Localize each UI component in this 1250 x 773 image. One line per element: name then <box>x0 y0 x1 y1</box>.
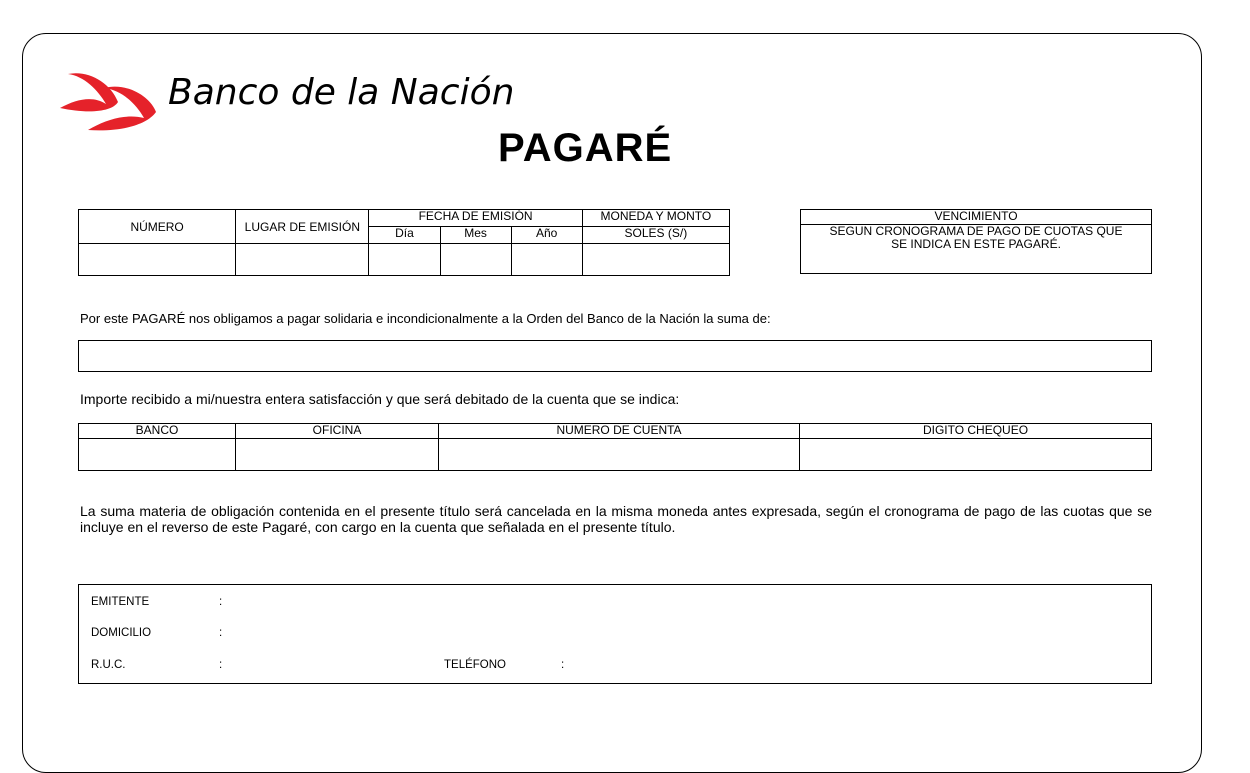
emission-table <box>78 209 730 276</box>
obligation-text: Por este PAGARÉ nos obligamos a pagar solidaria e incondicionalmente a la Orden del Banco de la Nación la suma de: <box>80 311 771 326</box>
bank-name: Banco de la Nación <box>168 72 515 113</box>
emitente-label: EMITENTE <box>91 596 150 608</box>
vencimiento-header: VENCIMIENTO <box>801 210 1152 225</box>
oficina-field[interactable] <box>236 439 439 471</box>
vencimiento-text: SEGUN CRONOGRAMA DE PAGO DE CUOTAS QUE SE INDICA EN ESTE PAGARÉ. <box>801 225 1152 274</box>
cuenta-header: NUMERO DE CUENTA <box>439 424 800 439</box>
fecha-header: FECHA DE EMISIÓN <box>369 210 582 227</box>
dia-field[interactable] <box>369 244 440 276</box>
bank-logo-icon <box>58 68 158 140</box>
numero-header: NÚMERO <box>79 210 236 244</box>
emitente-colon: : <box>219 596 223 608</box>
banco-field[interactable] <box>79 439 236 471</box>
importe-text: Importe recibido a mi/nuestra entera satisfacción y que será debitado de la cuenta que se indica: <box>80 391 680 407</box>
lugar-field[interactable] <box>236 244 369 276</box>
telefono-label: TELÉFONO <box>444 659 506 671</box>
lugar-header: LUGAR DE EMISIÓN <box>236 210 369 244</box>
numero-field[interactable] <box>79 244 236 276</box>
ruc-colon: : <box>219 659 223 671</box>
digito-header: DIGITO CHEQUEO <box>800 424 1152 439</box>
moneda-header: MONEDA Y MONTO <box>582 210 729 227</box>
telefono-colon: : <box>561 659 565 671</box>
terms-text: La suma materia de obligación contenida en el presente título será cancelada en la misma moneda antes expresada, según el cronograma de pago de las cuotas que se incluye en el reverso de este Pagaré, con cargo en la cuenta que señalada en el presente título. <box>80 503 1152 535</box>
banco-header: BANCO <box>79 424 236 439</box>
vencimiento-table <box>800 209 1152 274</box>
digito-field[interactable] <box>800 439 1152 471</box>
ruc-label: R.U.C. <box>91 659 126 671</box>
domicilio-colon: : <box>219 627 223 639</box>
suma-field[interactable] <box>78 340 1152 372</box>
oficina-header: OFICINA <box>236 424 439 439</box>
dia-header: Día <box>369 227 440 244</box>
soles-header: SOLES (S/) <box>582 227 729 244</box>
page-title: PAGARÉ <box>498 126 673 170</box>
mes-field[interactable] <box>440 244 511 276</box>
cuenta-field[interactable] <box>439 439 800 471</box>
anio-field[interactable] <box>511 244 582 276</box>
monto-field[interactable] <box>582 244 729 276</box>
bank-account-table <box>78 423 1152 471</box>
domicilio-label: DOMICILIO <box>91 627 152 639</box>
anio-header: Año <box>511 227 582 244</box>
mes-header: Mes <box>440 227 511 244</box>
emitente-box <box>78 584 1152 684</box>
